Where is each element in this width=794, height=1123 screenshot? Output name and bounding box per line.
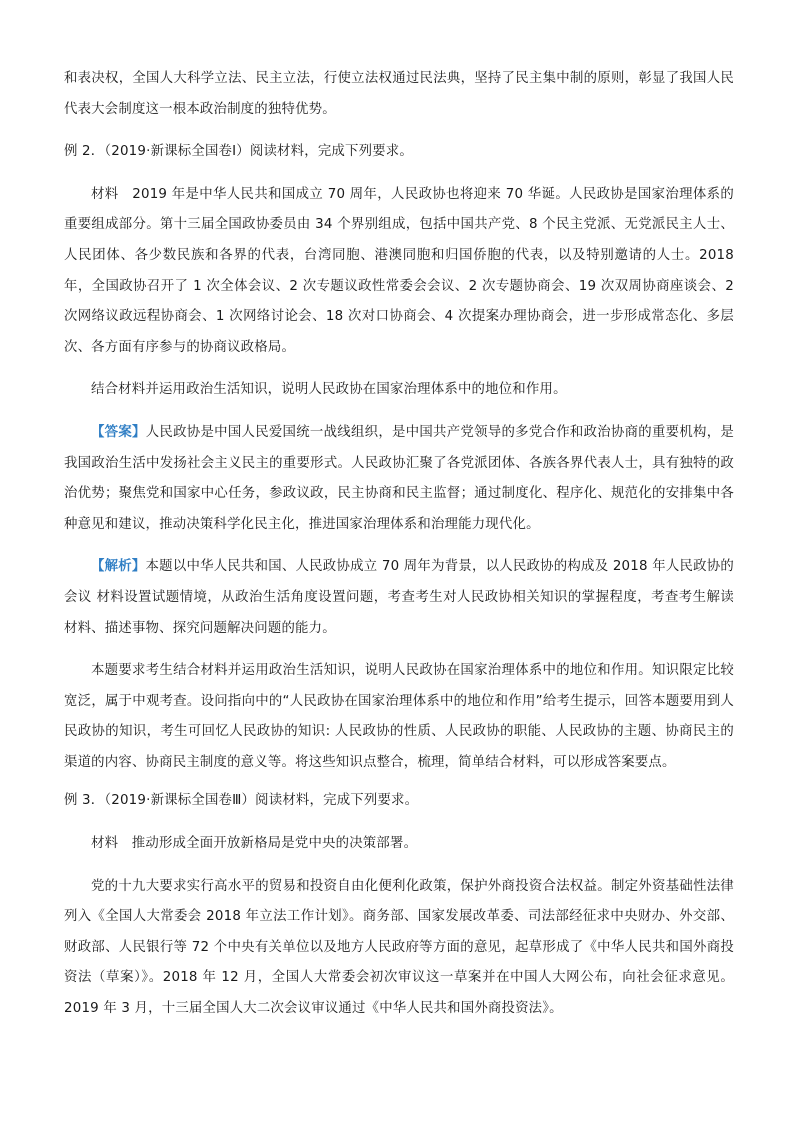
example-3-material-continued: 党的十九大要求实行高水平的贸易和投资自由化便利化政策，保护外商投资合法权益。制定外资基础性法律列入《全国人大常委会 2018 年立法工作计划》。商务部、国家发展改革委、司法部经征求中央财办、外交部、财政部、人民银行等 72 个中央有关单位以及地方人民政府等方面的意见，起草形成了《中华人民共和国外商投资法（草案）》。2018 年 12 月，全国人大常委会初次审议这一草案并在中国人大网公布，向社会征求意见。2019 年 3 月，十三届全国人大二次会议审议通过《中华人民共和国外商投资法》。 [64, 878, 734, 1017]
example-3-material: 材料 推动形成全面开放新格局是党中央的决策部署。 [91, 836, 418, 852]
analysis-text: 本题以中华人民共和国、人民政协成立 70 周年为背景，以人民政协的构成及 2018 年人民政协的会议 材料设置试题情境，从政治生活角度设置问题，考查考生对人民政协相关知识的掌握程度，考查考生解读材料、描述事物、探究问题解决问题的能力。 [64, 559, 734, 636]
example-2-heading: 例 2．（2019·新课标全国卷Ⅰ）阅读材料，完成下列要求。 [64, 144, 413, 160]
paragraph-continuation: 和表决权，全国人大科学立法、民主立法，行使立法权通过民法典，坚持了民主集中制的原则，彰显了我国人民代表大会制度这一根本政治制度的独特优势。 [64, 71, 734, 117]
example-2-question: 结合材料并运用政治生活知识，说明人民政协在国家治理体系中的地位和作用。 [91, 382, 567, 398]
example-2-analysis-continued: 本题要求考生结合材料并运用政治生活知识，说明人民政协在国家治理体系中的地位和作用。知识限定比较宽泛，属于中观考查。设问指向中的“人民政协在国家治理体系中的地位和作用”给考生提示，回答本题要用到人民政协的知识，考生可回忆人民政协的知识: 人民政协的性质、人民政协的职能、人民政协的主题、协商民主的渠道的内容、协商民主制度的意义等。将这些知识点整合，梳理，简单结合材料，可以形成答案要点。 [64, 663, 734, 770]
example-2-material: 材料 2019 年是中华人民共和国成立 70 周年，人民政协也将迎来 70 华诞。人民政协是国家治理体系的重要组成部分。第十三届全国政协委员由 34 个界别组成，包括中国共产党、8 个民主党派、无党派民主人士、人民团体、各少数民族和各界的代表，台湾同胞、港澳同胞和归国侨胞的代表，以及特别邀请的人士。2018 年，全国政协召开了 1 次全体会议、2 次专题议政性常委会会议、2 次专题协商会、19 次双周协商座谈会、2 次网络议政远程协商会、1 次网络讨论会、18 次对口协商会、4 次提案办理协商会，进一步形成常态化、多层次、各方面有序参与的协商议政格局。 [64, 186, 734, 355]
answer-tag: 【答案】 [91, 424, 146, 440]
answer-text: 人民政协是中国人民爱国统一战线组织，是中国共产党领导的多党合作和政治协商的重要机构，是我国政治生活中发扬社会主义民主的重要形式。人民政协汇聚了各党派团体、各族各界代表人士，具有独特的政治优势；聚焦党和国家中心任务，参政议政，民主协商和民主监督；通过制度化、程序化、规范化的安排集中各种意见和建议，推动决策科学化民主化，推进国家治理体系和治理能力现代化。 [64, 424, 734, 532]
example-3-heading: 例 3．（2019·新课标全国卷Ⅲ）阅读材料，完成下列要求。 [64, 793, 419, 809]
example-2-analysis [64, 552, 734, 644]
example-2-answer [64, 418, 734, 540]
document-body [64, 64, 734, 1025]
analysis-tag: 【解析】 [91, 559, 146, 575]
